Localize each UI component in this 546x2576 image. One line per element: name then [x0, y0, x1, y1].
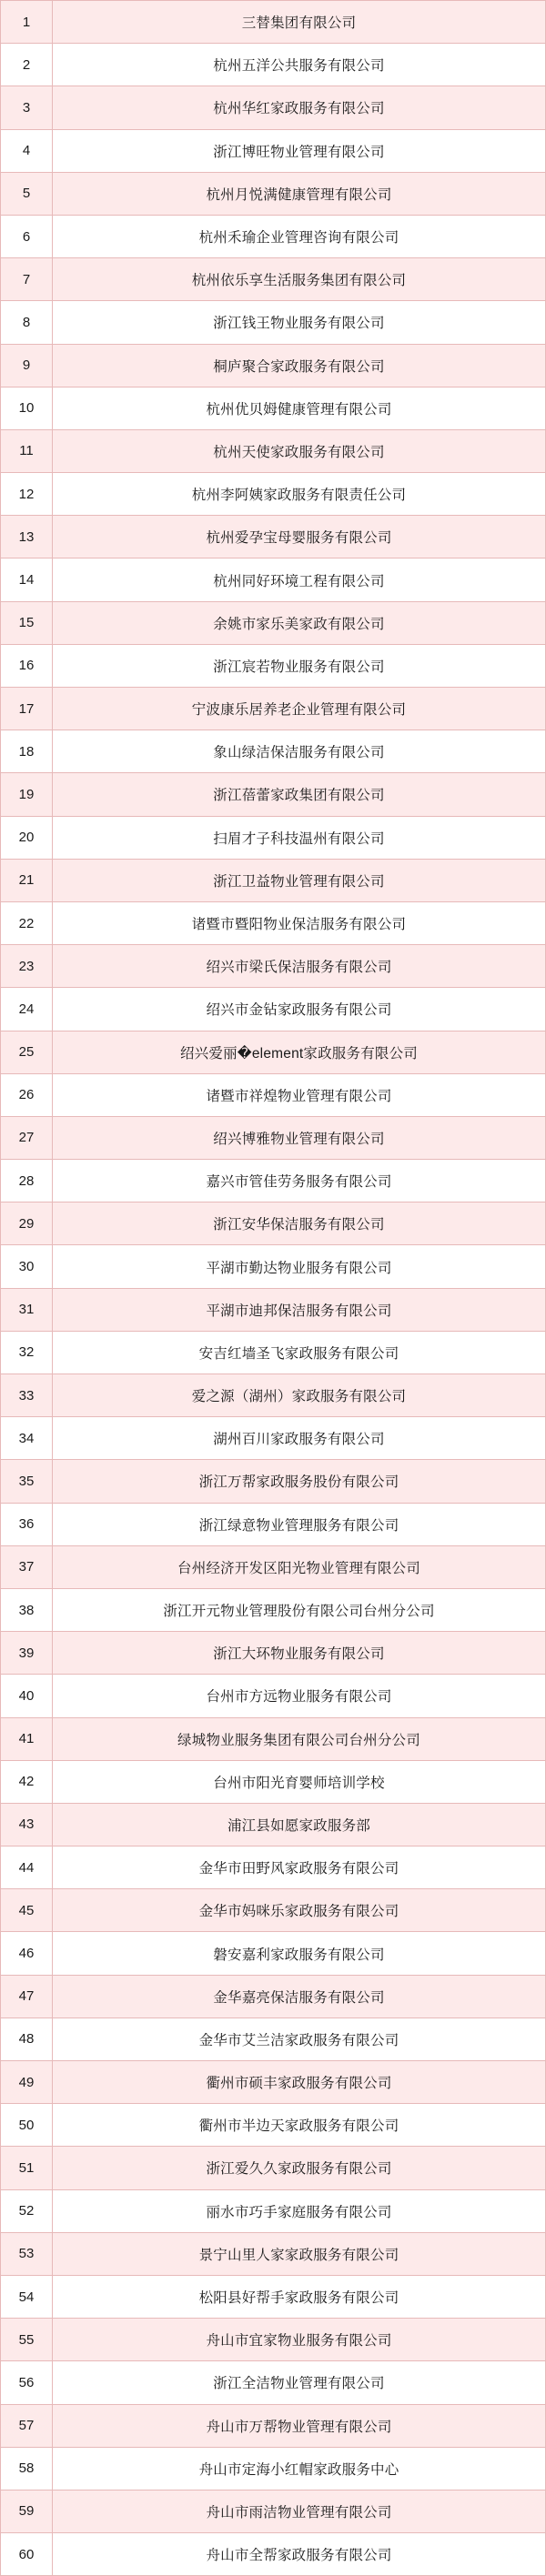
row-index: 33: [1, 1374, 53, 1417]
company-name: 衢州市硕丰家政服务有限公司: [53, 2061, 546, 2104]
company-name: 浙江钱王物业服务有限公司: [53, 301, 546, 344]
table-row: [1, 1417, 546, 1460]
row-index: 35: [1, 1460, 53, 1503]
table-row: [1, 1460, 546, 1503]
table-row: [1, 2319, 546, 2361]
row-index: 28: [1, 1160, 53, 1202]
row-index: 1: [1, 1, 53, 44]
company-name: 台州市阳光育婴师培训学校: [53, 1760, 546, 1803]
table-row: [1, 901, 546, 944]
row-index: 60: [1, 2533, 53, 2576]
row-index: 8: [1, 301, 53, 344]
company-name: 金华市妈咪乐家政服务有限公司: [53, 1889, 546, 1932]
company-name: 浙江大环物业服务有限公司: [53, 1632, 546, 1675]
row-index: 59: [1, 2490, 53, 2532]
row-index: 23: [1, 945, 53, 988]
table-row: [1, 129, 546, 172]
table-row: [1, 1932, 546, 1975]
table-row: [1, 2490, 546, 2532]
table-row: [1, 1116, 546, 1159]
company-name: 杭州同好环境工程有限公司: [53, 558, 546, 601]
row-index: 27: [1, 1116, 53, 1159]
row-index: 43: [1, 1803, 53, 1846]
table-row: [1, 44, 546, 86]
row-index: 41: [1, 1717, 53, 1760]
row-index: 46: [1, 1932, 53, 1975]
table-row: [1, 387, 546, 429]
table-row: [1, 1760, 546, 1803]
table-row: [1, 1202, 546, 1245]
company-name: 杭州禾瑜企业管理咨询有限公司: [53, 215, 546, 257]
row-index: 34: [1, 1417, 53, 1460]
row-index: 20: [1, 816, 53, 859]
row-index: 39: [1, 1632, 53, 1675]
table-row: [1, 1889, 546, 1932]
row-index: 45: [1, 1889, 53, 1932]
table-row: [1, 2018, 546, 2060]
row-index: 6: [1, 215, 53, 257]
table-row: [1, 172, 546, 215]
company-name: 杭州天使家政服务有限公司: [53, 429, 546, 472]
table-row: [1, 1632, 546, 1675]
table-row: [1, 1, 546, 44]
company-name: 磐安嘉利家政服务有限公司: [53, 1932, 546, 1975]
company-name: 象山绿洁保洁服务有限公司: [53, 730, 546, 773]
row-index: 13: [1, 516, 53, 558]
table-row: [1, 516, 546, 558]
table-row: [1, 1073, 546, 1116]
row-index: 26: [1, 1073, 53, 1116]
company-name: 桐庐聚合家政服务有限公司: [53, 344, 546, 387]
table-row: [1, 1503, 546, 1545]
row-index: 25: [1, 1031, 53, 1073]
row-index: 55: [1, 2319, 53, 2361]
company-name: 浙江博旺物业管理有限公司: [53, 129, 546, 172]
company-name: 金华市艾兰洁家政服务有限公司: [53, 2018, 546, 2060]
table-row: [1, 1846, 546, 1889]
row-index: 22: [1, 901, 53, 944]
row-index: 52: [1, 2189, 53, 2232]
company-name: 浙江蓓蕾家政集团有限公司: [53, 773, 546, 816]
company-name: 宁波康乐居养老企业管理有限公司: [53, 688, 546, 730]
company-name: 绍兴博雅物业管理有限公司: [53, 1116, 546, 1159]
row-index: 15: [1, 601, 53, 644]
company-name: 松阳县好帮手家政服务有限公司: [53, 2275, 546, 2318]
row-index: 40: [1, 1675, 53, 1717]
company-name: 杭州李阿姨家政服务有限责任公司: [53, 473, 546, 516]
row-index: 53: [1, 2232, 53, 2275]
table-row: [1, 1374, 546, 1417]
row-index: 31: [1, 1288, 53, 1331]
company-name: 台州市方远物业服务有限公司: [53, 1675, 546, 1717]
company-name: 舟山市万帮物业管理有限公司: [53, 2404, 546, 2447]
row-index: 16: [1, 644, 53, 687]
table-row: [1, 344, 546, 387]
company-name: 浦江县如愿家政服务部: [53, 1803, 546, 1846]
company-name: 嘉兴市管佳劳务服务有限公司: [53, 1160, 546, 1202]
row-index: 51: [1, 2147, 53, 2189]
table-row: [1, 1675, 546, 1717]
row-index: 36: [1, 1503, 53, 1545]
table-row: [1, 2189, 546, 2232]
company-name: 诸暨市祥煌物业管理有限公司: [53, 1073, 546, 1116]
table-row: [1, 816, 546, 859]
table-row: [1, 1588, 546, 1631]
company-name: 丽水市巧手家庭服务有限公司: [53, 2189, 546, 2232]
table-row: [1, 215, 546, 257]
company-name: 杭州爱孕宝母婴服务有限公司: [53, 516, 546, 558]
table-row: [1, 730, 546, 773]
company-name: 杭州五洋公共服务有限公司: [53, 44, 546, 86]
company-name: 平湖市勤达物业服务有限公司: [53, 1245, 546, 1288]
row-index: 10: [1, 387, 53, 429]
table-row: [1, 1545, 546, 1588]
company-name: 绍兴市梁氏保洁服务有限公司: [53, 945, 546, 988]
company-name: 湖州百川家政服务有限公司: [53, 1417, 546, 1460]
row-index: 29: [1, 1202, 53, 1245]
row-index: 30: [1, 1245, 53, 1288]
company-name: 浙江绿意物业管理服务有限公司: [53, 1503, 546, 1545]
table-row: [1, 2275, 546, 2318]
company-name: 浙江开元物业管理股份有限公司台州分公司: [53, 1588, 546, 1631]
company-name: 余姚市家乐美家政有限公司: [53, 601, 546, 644]
table-row: [1, 644, 546, 687]
table-row: [1, 945, 546, 988]
table-row: [1, 688, 546, 730]
table-row: [1, 1331, 546, 1374]
company-name: 浙江卫益物业管理有限公司: [53, 859, 546, 901]
table-row: [1, 558, 546, 601]
row-index: 47: [1, 1975, 53, 2018]
row-index: 14: [1, 558, 53, 601]
company-name: 杭州依乐享生活服务集团有限公司: [53, 258, 546, 301]
table-row: [1, 258, 546, 301]
company-name: 衢州市半边天家政服务有限公司: [53, 2104, 546, 2147]
row-index: 2: [1, 44, 53, 86]
table-row: [1, 1245, 546, 1288]
row-index: 44: [1, 1846, 53, 1889]
row-index: 42: [1, 1760, 53, 1803]
row-index: 12: [1, 473, 53, 516]
row-index: 11: [1, 429, 53, 472]
table-row: [1, 601, 546, 644]
company-name: 金华市田野风家政服务有限公司: [53, 1846, 546, 1889]
table-row: [1, 1803, 546, 1846]
table-row: [1, 1031, 546, 1073]
row-index: 37: [1, 1545, 53, 1588]
table-row: [1, 773, 546, 816]
company-name: 台州经济开发区阳光物业管理有限公司: [53, 1545, 546, 1588]
row-index: 4: [1, 129, 53, 172]
company-name: 扫眉才子科技温州有限公司: [53, 816, 546, 859]
table-row: [1, 2061, 546, 2104]
row-index: 58: [1, 2447, 53, 2490]
row-index: 19: [1, 773, 53, 816]
company-name: 杭州华红家政服务有限公司: [53, 86, 546, 129]
company-name: 爱之源（湖州）家政服务有限公司: [53, 1374, 546, 1417]
table-row: [1, 988, 546, 1031]
row-index: 24: [1, 988, 53, 1031]
row-index: 48: [1, 2018, 53, 2060]
row-index: 3: [1, 86, 53, 129]
table-row: [1, 2232, 546, 2275]
table-row: [1, 2147, 546, 2189]
table-row: [1, 2361, 546, 2404]
table-row: [1, 1288, 546, 1331]
company-name: 舟山市定海小红帽家政服务中心: [53, 2447, 546, 2490]
company-name: 杭州优贝姆健康管理有限公司: [53, 387, 546, 429]
company-name: 诸暨市暨阳物业保洁服务有限公司: [53, 901, 546, 944]
company-name: 浙江安华保洁服务有限公司: [53, 1202, 546, 1245]
company-name: 绿城物业服务集团有限公司台州分公司: [53, 1717, 546, 1760]
company-name: 舟山市全帮家政服务有限公司: [53, 2533, 546, 2576]
table-row: [1, 1717, 546, 1760]
company-name: 浙江万帮家政服务股份有限公司: [53, 1460, 546, 1503]
company-name: 三替集团有限公司: [53, 1, 546, 44]
row-index: 5: [1, 172, 53, 215]
table-row: [1, 301, 546, 344]
row-index: 21: [1, 859, 53, 901]
table-row: [1, 429, 546, 472]
row-index: 9: [1, 344, 53, 387]
company-name: 平湖市迪邦保洁服务有限公司: [53, 1288, 546, 1331]
row-index: 7: [1, 258, 53, 301]
table-row: [1, 1975, 546, 2018]
company-name: 浙江宸若物业服务有限公司: [53, 644, 546, 687]
company-name: 绍兴爱丽�element家政服务有限公司: [53, 1031, 546, 1073]
row-index: 50: [1, 2104, 53, 2147]
company-name: 杭州月悦满健康管理有限公司: [53, 172, 546, 215]
company-name: 浙江爱久久家政服务有限公司: [53, 2147, 546, 2189]
row-index: 57: [1, 2404, 53, 2447]
table-row: [1, 86, 546, 129]
company-name: 浙江全洁物业管理有限公司: [53, 2361, 546, 2404]
row-index: 56: [1, 2361, 53, 2404]
table-row: [1, 2447, 546, 2490]
row-index: 18: [1, 730, 53, 773]
table-row: [1, 1160, 546, 1202]
table-row: [1, 2533, 546, 2576]
row-index: 54: [1, 2275, 53, 2318]
row-index: 17: [1, 688, 53, 730]
row-index: 32: [1, 1331, 53, 1374]
table-row: [1, 2104, 546, 2147]
company-name: 安吉红墙圣飞家政服务有限公司: [53, 1331, 546, 1374]
table-row: [1, 473, 546, 516]
table-row: [1, 2404, 546, 2447]
company-name: 景宁山里人家家政服务有限公司: [53, 2232, 546, 2275]
table-row: [1, 859, 546, 901]
company-name: 舟山市雨洁物业管理有限公司: [53, 2490, 546, 2532]
company-name: 金华嘉亮保洁服务有限公司: [53, 1975, 546, 2018]
company-name: 绍兴市金钻家政服务有限公司: [53, 988, 546, 1031]
row-index: 38: [1, 1588, 53, 1631]
row-index: 49: [1, 2061, 53, 2104]
company-name: 舟山市宜家物业服务有限公司: [53, 2319, 546, 2361]
